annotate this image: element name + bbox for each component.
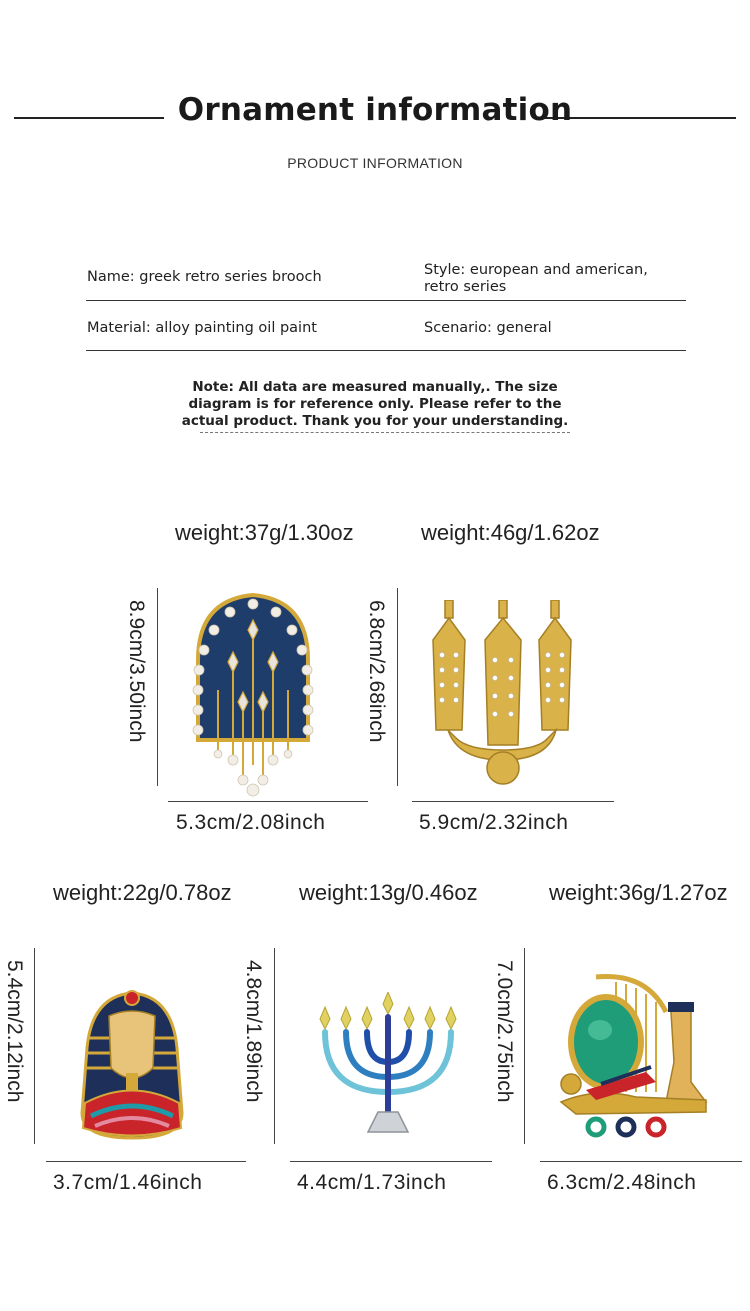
note-line-3: actual product. Thank you for your understanding. [181, 413, 569, 429]
product-2-width: 5.9cm/2.32inch [419, 811, 569, 834]
spec-style-line2: retro series [424, 279, 507, 295]
menorah-brooch-icon [313, 992, 463, 1142]
spec-divider-2 [86, 350, 686, 351]
spec-name: Name: greek retro series brooch [87, 269, 322, 285]
note-line-1: Note: All data are measured manually,. The size [192, 379, 558, 395]
spec-style-line1: Style: european and american, [424, 262, 648, 278]
product-3-height-line [34, 948, 35, 1144]
product-2-weight: weight:46g/1.62oz [421, 520, 600, 545]
product-5-width-line [540, 1161, 742, 1162]
product-5-height-line [524, 948, 525, 1144]
product-1-width: 5.3cm/2.08inch [176, 811, 326, 834]
product-4-width-line [290, 1161, 492, 1162]
product-1-height-line [157, 588, 158, 786]
page-title: Ornament information [177, 92, 573, 128]
product-4-height-line [274, 948, 275, 1144]
product-3-width: 3.7cm/1.46inch [53, 1171, 203, 1194]
product-3-weight: weight:22g/0.78oz [53, 880, 232, 905]
product-3-width-line [46, 1161, 246, 1162]
product-5-height: 7.0cm/2.75inch [493, 960, 516, 1103]
product-5-weight: weight:36g/1.27oz [549, 880, 728, 905]
pharaoh-brooch-icon [77, 988, 187, 1143]
spec-material: Material: alloy painting oil paint [87, 320, 317, 336]
note-line-2: diagram is for reference only. Please refer to the [188, 396, 562, 412]
product-4-weight: weight:13g/0.46oz [299, 880, 478, 905]
product-1-width-line [168, 801, 368, 802]
product-2-height: 6.8cm/2.68inch [365, 600, 388, 743]
spec-scenario: Scenario: general [424, 320, 552, 336]
product-2-height-line [397, 588, 398, 786]
product-4-width: 4.4cm/1.73inch [297, 1171, 447, 1194]
pearl-arch-brooch-icon [188, 590, 318, 800]
product-2-width-line [412, 801, 614, 802]
note-underline [200, 432, 570, 433]
product-3-height: 5.4cm/2.12inch [3, 960, 26, 1103]
product-5-width: 6.3cm/2.48inch [547, 1171, 697, 1194]
product-4-height: 4.8cm/1.89inch [242, 960, 265, 1103]
harp-player-brooch-icon [556, 972, 716, 1142]
page-subtitle: PRODUCT INFORMATION [287, 155, 463, 171]
product-1-weight: weight:37g/1.30oz [175, 520, 354, 545]
disclaimer-note [180, 379, 570, 430]
spec-divider-1 [86, 300, 686, 301]
triple-lantern-brooch-icon [428, 600, 578, 790]
product-1-height: 8.9cm/3.50inch [125, 600, 148, 743]
